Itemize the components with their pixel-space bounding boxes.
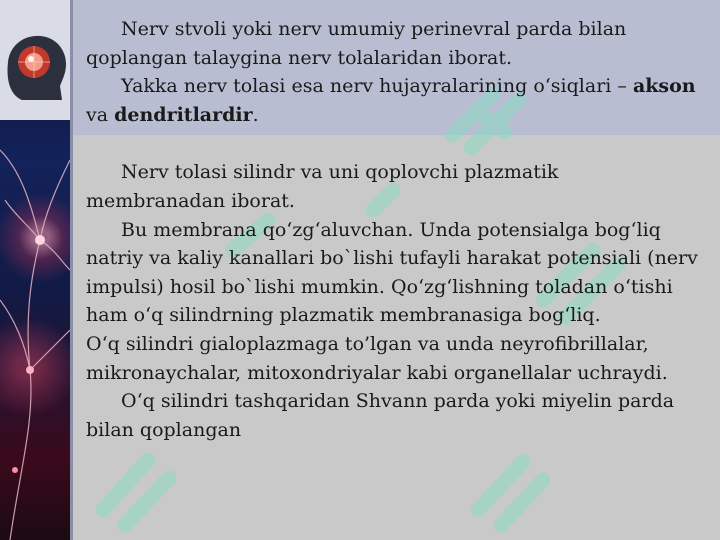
slide-text: [86, 15, 701, 444]
paragraph-gap: [86, 129, 701, 158]
paragraph-3: Nerv tolasi silindr va uni qoplovchi plazmatik membranadan iborat.: [86, 161, 559, 212]
paragraph-2-mid: va: [86, 103, 115, 126]
paragraph-2-end: .: [252, 103, 259, 126]
term-akson: akson: [632, 75, 696, 98]
term-dendritlardir: dendritlardir: [114, 103, 253, 126]
paragraph-2: [86, 72, 701, 129]
slide-divider: [70, 0, 73, 540]
paragraph-6: O‘q silindri tashqaridan Shvann parda yoki miyelin parda bilan qoplangan: [86, 390, 675, 441]
paragraph-2-start: Yakka nerv tolasi esa nerv hujayralarining o‘siqlari –: [121, 75, 627, 98]
paragraph-5: O‘q silindri gialoplazmaga to’lgan va unda neyrofibrillalar, mikronaychalar, mitoxondriyalar kabi organellalar uchraydi.: [86, 332, 668, 384]
paragraph-4: Bu membrana qo‘zg‘aluvchan. Unda potensialga bog‘liq natriy va kaliy kanallari bo`lishi tufayli harakat potensiali (nerv impulsi) hosil bo`lishi mumkin. Qo‘zg‘lishning toladan o‘tishi ham o‘q silindrning plazmatik membranasiga bog‘liq.: [86, 218, 698, 327]
paragraph-1: Nerv stvoli yoki nerv umumiy perinevral parda bilan qoplangan talaygina nerv tolalaridan iborat.: [86, 18, 627, 69]
brain-head-logo-icon: [0, 0, 70, 120]
